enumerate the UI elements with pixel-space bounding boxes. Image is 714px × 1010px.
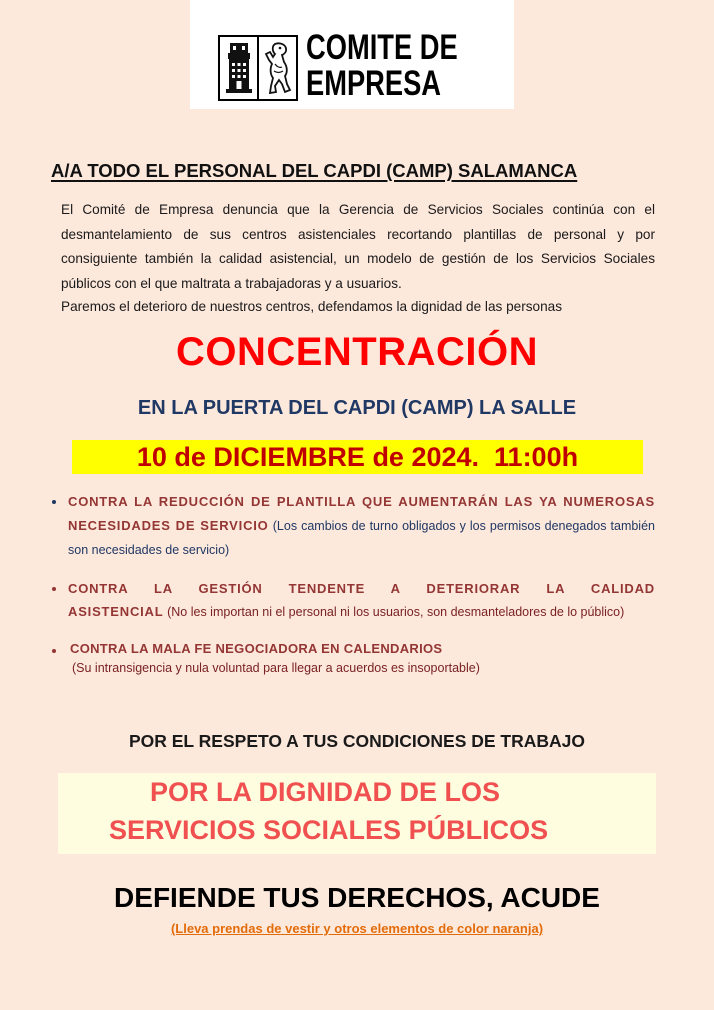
dignity-slogan-line-2: SERVICIOS SOCIALES PÚBLICOS [109,815,549,845]
rampant-lion-icon [259,37,296,99]
intro-paragraph: El Comité de Empresa denuncia que la Gerencia de Servicios Sociales continúa con el desmantelamiento de sus centros asistenciales recortando plantillas de personal y por consiguiente también la calidad asistencial, un modelo de gestión de los Servicios Sociales públicos con el que maltrata a trabajadoras y a usuarios. [61,202,655,291]
demand-note: (Los cambios de turno obligados y los permisos denegados también son necesidades de servicio) [68,518,655,557]
demand-item [52,490,655,563]
demand-note: (Su intransigencia y nula voluntad para llegar a acuerdos es insoportable) [72,660,480,675]
logo-line-1: COMITE DE [306,28,458,67]
respect-slogan: POR EL RESPETO A TUS CONDICIONES DE TRABAJO [128,731,586,751]
event-date-highlight [72,440,643,474]
addressee-heading: A/A TODO EL PERSONAL DEL CAPDI (CAMP) SALAMANCA [51,160,578,181]
demand-text: CONTRA LA REDUCCIÓN DE PLANTILLA QUE AUMENTARÁN LAS YA NUMEROSAS NECESIDADES DE SERVICIO [68,494,655,533]
demand-text: CONTRA LA MALA FE NEGOCIADORA EN CALENDARIOS [70,640,443,656]
demand-item [52,577,655,625]
castle-tower-icon [220,37,259,99]
dress-code-note: (Lleva prendas de vestir y otros elementos de color naranja) [170,921,544,936]
intro-call-to-action: Paremos el deterioro de nuestros centros, defendamos la dignidad de las personas [61,299,563,314]
dignity-slogan-box [58,773,656,854]
event-title: CONCENTRACIÓN [175,330,539,374]
event-datetime: 10 de DICIEMBRE de 2024. 11:00h [136,442,579,472]
logo-text [306,30,458,102]
demand-note: (No les importan ni el personal ni los usuarios, son desmanteladores de lo público) [167,605,625,619]
logo-line-2: EMPRESA [306,64,442,103]
dignity-slogan-line-1: POR LA DIGNIDAD DE LOS [150,777,501,807]
demands-list [52,490,655,677]
bullet-icon [52,587,56,591]
event-location: EN LA PUERTA DEL CAPDI (CAMP) LA SALLE [137,397,577,419]
demand-item [52,639,655,677]
demand-text: CONTRA LA GESTIÓN TENDENTE A DETERIORAR LA CALIDAD ASISTENCIAL [68,580,655,619]
coat-of-arms [218,35,298,101]
bullet-icon [52,500,56,504]
defend-rights-slogan: DEFIENDE TUS DERECHOS, ACUDE [114,882,600,913]
bullet-icon [52,649,56,653]
logo-box [190,0,514,109]
